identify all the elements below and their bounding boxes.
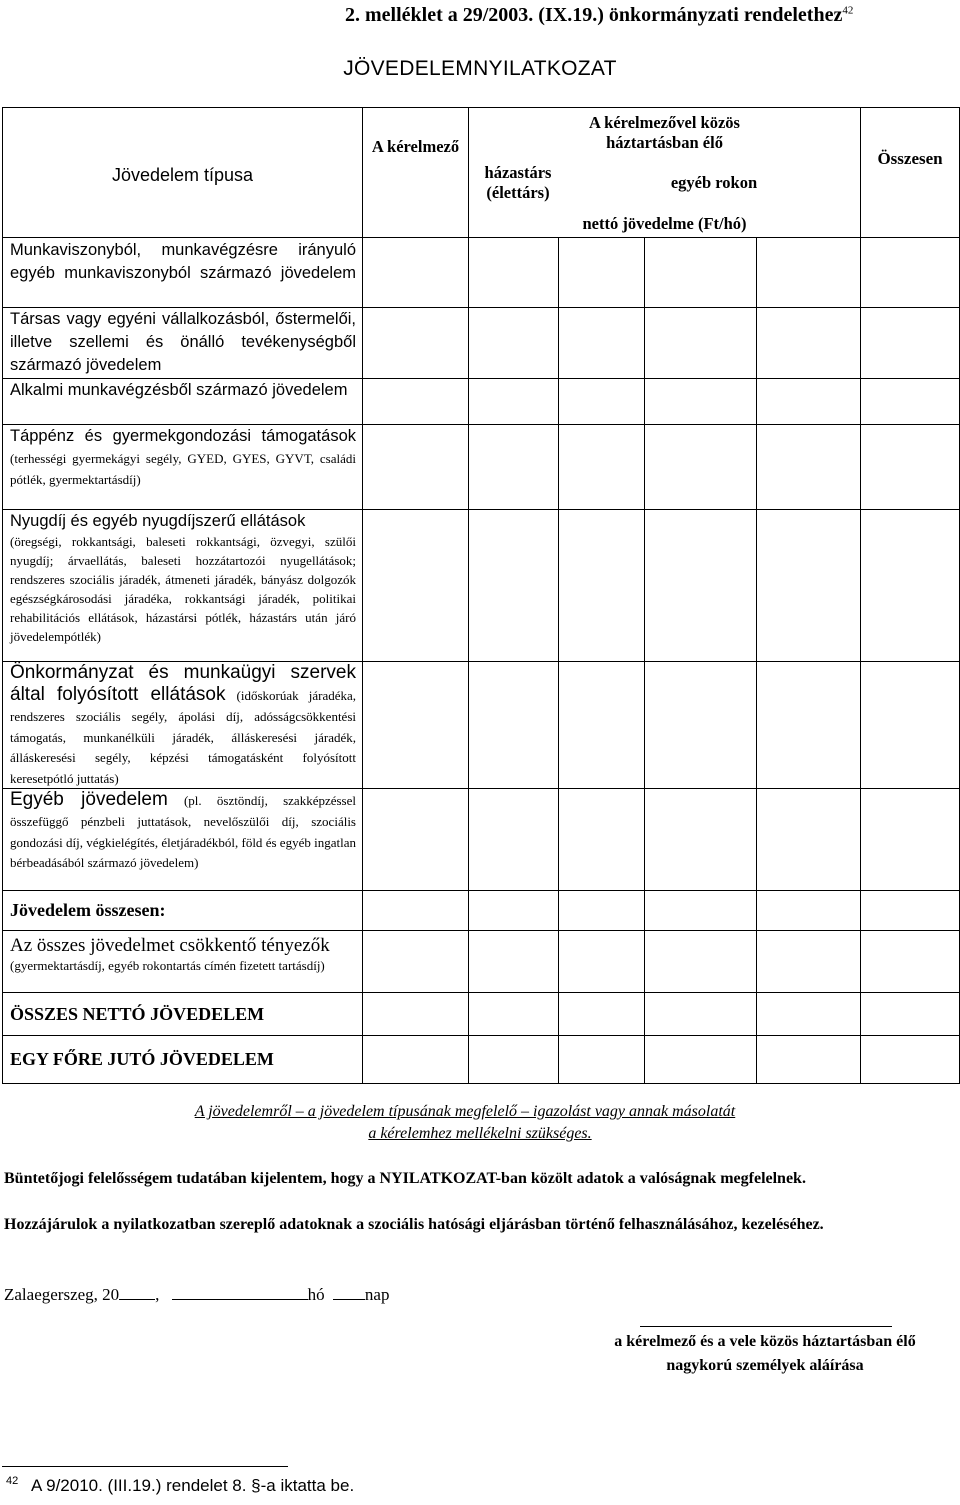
signature-caption-line1: a kérelmező és a vele közös háztartásban élő <box>614 1333 916 1350</box>
cell-relative-2[interactable] <box>645 510 757 662</box>
annex-text: 2. melléklet a 29/2003. (IX.19.) önkormányzati rendelethez <box>345 4 843 26</box>
header-spouse-label: házastárs (élettárs) <box>484 163 552 202</box>
cell-spouse[interactable] <box>469 510 559 662</box>
cell-relative-2[interactable] <box>645 425 757 510</box>
row-main-text: Egyéb jövedelem <box>10 789 168 810</box>
cell-relative-1[interactable] <box>559 891 645 931</box>
cell-applicant[interactable] <box>363 662 469 789</box>
cell-applicant[interactable] <box>363 379 469 425</box>
cell-relative-2[interactable] <box>645 993 757 1036</box>
attachment-note-line1: A jövedelemről – a jövedelem típusának megfelelő – igazolást vagy annak másolatát <box>194 1103 736 1120</box>
cell-spouse[interactable] <box>469 1036 559 1084</box>
cell-relative-2[interactable] <box>645 308 757 379</box>
cell-relative-1[interactable] <box>559 931 645 993</box>
cell-relative-1[interactable] <box>559 425 645 510</box>
cell-relative-2[interactable] <box>645 891 757 931</box>
table-row <box>3 308 960 379</box>
cell-total[interactable] <box>861 1036 960 1084</box>
place-date-line <box>4 1283 389 1305</box>
table-row <box>3 891 960 931</box>
cell-applicant[interactable] <box>363 891 469 931</box>
comma: , <box>155 1285 160 1304</box>
cell-total[interactable] <box>861 662 960 789</box>
row-label <box>3 379 363 425</box>
table-row <box>3 662 960 789</box>
row-detail-text: (pl. ösztöndíj, szakképzéssel összefüggő pénzbeli juttatások, nevelőszülői díj, szociális gondozási díj, végkielégítés, életjáradékból, föld és egyéb ingatlan bérbeadásából származó jövedelem) <box>10 793 356 870</box>
row-main-text: Jövedelem összesen: <box>10 900 166 920</box>
place-label: Zalaegerszeg, 20 <box>4 1285 120 1304</box>
cell-relative-3[interactable] <box>757 789 861 891</box>
row-main-text: Munkaviszonyból, munkavégzésre irányuló egyéb munkaviszonyból származó jövedelem <box>10 241 356 282</box>
footnote-number: 42 <box>6 1475 19 1487</box>
cell-relative-1[interactable] <box>559 662 645 789</box>
cell-total[interactable] <box>861 379 960 425</box>
cell-applicant[interactable] <box>363 308 469 379</box>
row-label <box>3 789 363 891</box>
cell-total[interactable] <box>861 238 960 308</box>
table-row <box>3 238 960 308</box>
header-net-income-label: nettó jövedelme (Ft/hó) <box>582 214 747 233</box>
row-label <box>3 238 363 308</box>
row-label <box>3 891 363 931</box>
table-header-row <box>3 108 960 238</box>
cell-applicant[interactable] <box>363 510 469 662</box>
signature-line[interactable] <box>640 1326 892 1327</box>
cell-relative-1[interactable] <box>559 510 645 662</box>
day-field[interactable] <box>333 1283 365 1300</box>
table-row <box>3 931 960 993</box>
row-label <box>3 662 363 789</box>
year-field[interactable] <box>119 1283 155 1300</box>
table-row <box>3 789 960 891</box>
cell-relative-2[interactable] <box>645 931 757 993</box>
cell-relative-3[interactable] <box>757 238 861 308</box>
row-detail-text: (gyermektartásdíj, egyéb rokontartás címén fizetett tartásdíj) <box>10 958 325 973</box>
row-main-text: Alkalmi munkavégzésből származó jövedelem <box>10 381 348 399</box>
cell-total[interactable] <box>861 308 960 379</box>
cell-relative-2[interactable] <box>645 1036 757 1084</box>
cell-spouse[interactable] <box>469 425 559 510</box>
cell-spouse[interactable] <box>469 993 559 1036</box>
row-main-text: Az összes jövedelmet csökkentő tényezők <box>10 935 330 956</box>
row-main-text: Táppénz és gyermekgondozási támogatások <box>10 427 356 445</box>
header-income-type-label: Jövedelem típusa <box>111 165 254 185</box>
cell-applicant[interactable] <box>363 993 469 1036</box>
header-total-label: Összesen <box>877 149 943 168</box>
row-detail-text: (időskorúak járadéka, rendszeres szociális segély, ápolási díj, adósságcsökkentési támogatás, munkanélküli járadék, álláskeresési járadék, álláskeresési segély, képzési támogatásként folyósított keresetpótló juttatás) <box>10 688 357 786</box>
cell-relative-1[interactable] <box>559 379 645 425</box>
row-main-text: Társas vagy egyéni vállalkozásból, őstermelői, illetve szellemi és önálló tevékenységből származó jövedelem <box>10 310 356 374</box>
cell-relative-2[interactable] <box>645 379 757 425</box>
month-label: hó <box>307 1285 325 1304</box>
cell-relative-3[interactable] <box>757 510 861 662</box>
header-household <box>469 108 861 238</box>
cell-relative-3[interactable] <box>757 1036 861 1084</box>
table-row <box>3 993 960 1036</box>
cell-relative-1[interactable] <box>559 993 645 1036</box>
cell-relative-1[interactable] <box>559 308 645 379</box>
header-total <box>861 108 960 238</box>
document-title: JÖVEDELEMNYILATKOZAT <box>343 57 617 80</box>
cell-relative-2[interactable] <box>645 662 757 789</box>
attachment-note-line2: a kérelemhez mellékelni szükséges. <box>368 1125 592 1142</box>
cell-relative-2[interactable] <box>645 238 757 308</box>
cell-relative-1[interactable] <box>559 789 645 891</box>
cell-applicant[interactable] <box>363 789 469 891</box>
day-label: nap <box>364 1285 390 1304</box>
row-label <box>3 993 363 1036</box>
header-applicant <box>363 108 469 238</box>
cell-total[interactable] <box>861 425 960 510</box>
declaration-consent: Hozzájárulok a nyilatkozatban szereplő adatoknak a szociális hatósági eljárásban történő felhasználásához, kezeléséhez. <box>4 1216 824 1233</box>
cell-spouse[interactable] <box>469 308 559 379</box>
cell-spouse[interactable] <box>469 662 559 789</box>
cell-total[interactable] <box>861 891 960 931</box>
footnote-text: A 9/2010. (III.19.) rendelet 8. §-a iktatta be. <box>30 1475 355 1495</box>
header-applicant-label: A kérelmező <box>371 137 460 156</box>
table-row <box>3 425 960 510</box>
cell-relative-2[interactable] <box>645 789 757 891</box>
income-table <box>2 107 960 1084</box>
cell-total[interactable] <box>861 931 960 993</box>
declaration-liability: Büntetőjogi felelősségem tudatában kijelentem, hogy a NYILATKOZAT-ban közölt adatok a valóságnak megfelelnek. <box>4 1170 806 1187</box>
cell-applicant[interactable] <box>363 238 469 308</box>
cell-applicant[interactable] <box>363 425 469 510</box>
cell-total[interactable] <box>861 510 960 662</box>
cell-spouse[interactable] <box>469 379 559 425</box>
row-label <box>3 425 363 510</box>
header-income-type <box>3 108 363 238</box>
table-row <box>3 379 960 425</box>
header-household-label: A kérelmezővel közös háztartásban élő <box>589 113 740 152</box>
cell-total[interactable] <box>861 993 960 1036</box>
cell-relative-1[interactable] <box>559 1036 645 1084</box>
table-row <box>3 510 960 662</box>
cell-relative-1[interactable] <box>559 238 645 308</box>
cell-applicant[interactable] <box>363 1036 469 1084</box>
cell-spouse[interactable] <box>469 789 559 891</box>
cell-relative-3[interactable] <box>757 425 861 510</box>
cell-relative-3[interactable] <box>757 931 861 993</box>
row-main-text: Önkormányzat és munkaügyi szervek által folyósított ellátások <box>10 662 356 705</box>
cell-relative-3[interactable] <box>757 379 861 425</box>
cell-relative-3[interactable] <box>757 891 861 931</box>
cell-applicant[interactable] <box>363 931 469 993</box>
row-main-text: EGY FŐRE JUTÓ JÖVEDELEM <box>10 1049 274 1069</box>
row-main-text: Nyugdíj és egyéb nyugdíjszerű ellátások <box>10 512 306 530</box>
row-label <box>3 931 363 993</box>
signature-caption-line2: nagykorú személyek aláírása <box>666 1357 864 1374</box>
row-label <box>3 308 363 379</box>
cell-spouse[interactable] <box>469 238 559 308</box>
footnote-separator <box>2 1466 288 1467</box>
cell-spouse[interactable] <box>469 931 559 993</box>
row-label <box>3 1036 363 1084</box>
table-row <box>3 1036 960 1084</box>
row-detail-text: (öregségi, rokkantsági, baleseti rokkantsági, özvegyi, szülői nyugdíj; árvaellátás, baleseti hozzátartozói nyugellátások; rendszeres szociális járadék, átmeneti járadék, bányász dolgozók egészségkárosodási járadéka, rokkantsági járadék, politikai rehabilitációs ellátások, házastársi pótlék, házastárs után járó jövedelempótlék) <box>10 534 356 644</box>
cell-relative-3[interactable] <box>757 662 861 789</box>
footnote <box>6 1475 354 1496</box>
row-main-text: ÖSSZES NETTÓ JÖVEDELEM <box>10 1003 265 1024</box>
annex-reference <box>345 4 853 27</box>
cell-relative-3[interactable] <box>757 993 861 1036</box>
cell-relative-3[interactable] <box>757 308 861 379</box>
row-label <box>3 510 363 662</box>
annex-footnote-marker: 42 <box>842 4 854 17</box>
signature-caption <box>560 1330 960 1378</box>
header-relatives-label: egyéb rokon <box>670 173 758 192</box>
month-field[interactable] <box>172 1283 308 1300</box>
cell-spouse[interactable] <box>469 891 559 931</box>
row-detail-text: (terhességi gyermekágyi segély, GYED, GYES, GYVT, családi pótlék, gyermektartásdíj) <box>10 451 356 487</box>
attachment-note <box>0 1101 960 1145</box>
cell-total[interactable] <box>861 789 960 891</box>
